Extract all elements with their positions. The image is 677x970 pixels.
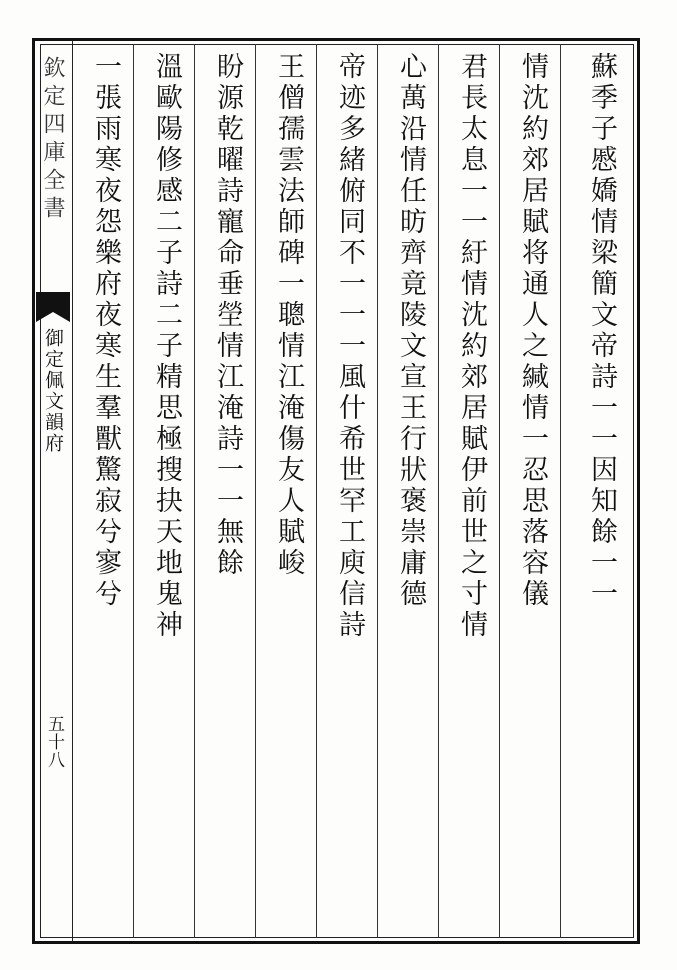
column-text: 溫歐陽修感二子詩二子精思極搜抉天地鬼神 [151, 52, 182, 641]
column-text: 一張雨寒夜怨樂府夜寒生羣獸驚寂兮寥兮 [90, 52, 121, 610]
column-text: 帝迹多緒俯同不一一一風什希世罕工庾信詩 [334, 52, 365, 641]
text-column-1 [573, 52, 629, 932]
column-rule [255, 44, 256, 938]
fishtail-notch [36, 312, 70, 322]
column-rule [377, 44, 378, 938]
section-title: 御定佩文韻府 [42, 328, 64, 454]
text-column-3 [443, 52, 499, 932]
column-rule [316, 44, 317, 938]
column-text: 王僧孺雲法師碑一聰情江淹傷友人賦峻 [273, 52, 304, 579]
text-column-4 [382, 52, 438, 932]
text-column-6 [260, 52, 316, 932]
text-column-8 [138, 52, 194, 932]
text-column-7 [199, 52, 255, 932]
column-text: 蘇季子慼嬌情梁簡文帝詩一一因知餘一一 [586, 52, 617, 610]
page-number: 五十八 [44, 715, 64, 769]
text-column-5 [321, 52, 377, 932]
column-text: 心萬沿情任昉齊竟陵文宣王行狀褒崇庸德 [395, 52, 426, 610]
fishtail-mark [36, 292, 70, 312]
book-title: 欽定四庫全書 [40, 56, 65, 224]
column-text: 盼源乾曜詩寵命垂塋情江淹詩一一無餘 [212, 52, 243, 579]
column-text: 君長太息一一紆情沈約郊居賦伊前世之寸情 [456, 52, 487, 641]
column-rule [560, 44, 561, 938]
column-rule [133, 44, 134, 938]
margin-rule [72, 40, 73, 942]
text-column-9 [77, 52, 133, 932]
column-rule [438, 44, 439, 938]
column-rule [499, 44, 500, 938]
text-column-2 [504, 52, 560, 932]
column-text: 情沈約郊居賦将通人之緘情一忍思落容儀 [517, 52, 548, 610]
column-rule [194, 44, 195, 938]
